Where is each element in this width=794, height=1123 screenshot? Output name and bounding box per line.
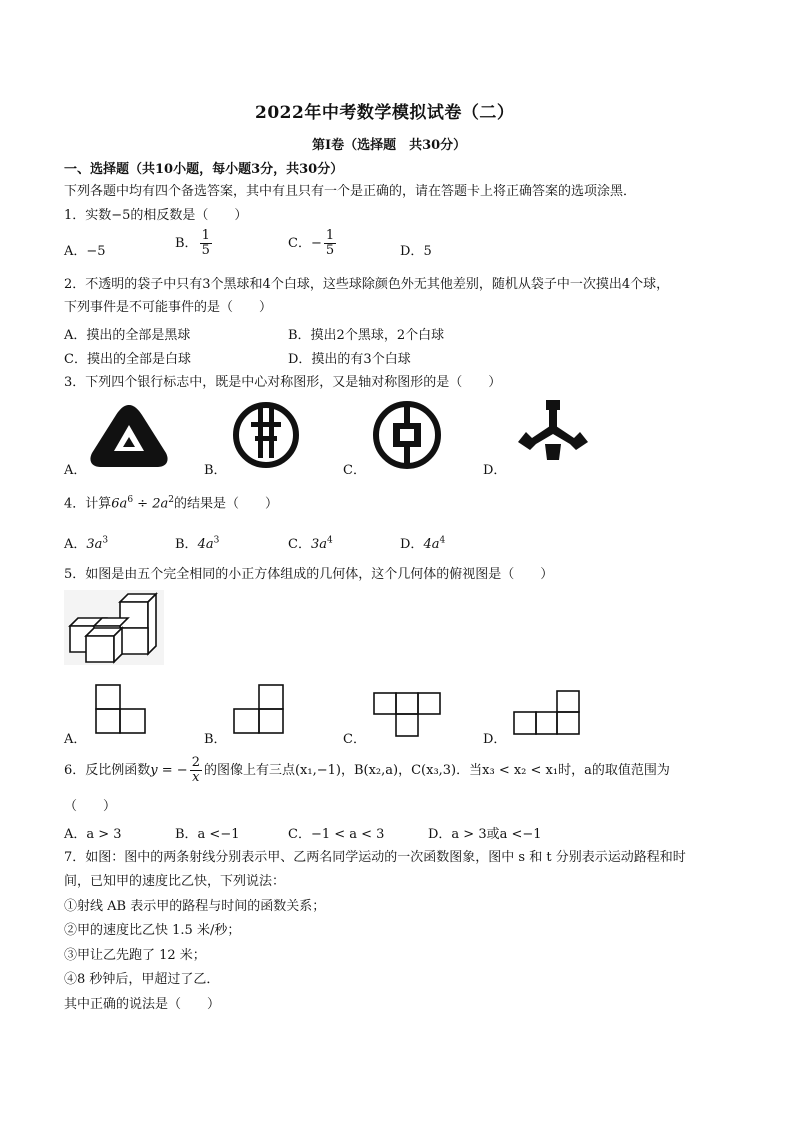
option-term: 3a <box>310 537 327 552</box>
question-2-option-a[interactable]: A．摸出的全部是黑球 <box>64 328 191 343</box>
point-a: (x₁,−1) <box>294 763 341 778</box>
option-term: 3a <box>86 537 103 552</box>
question-4-option-a[interactable] <box>64 533 108 552</box>
question-2-stem-line1: 2．不透明的袋子中只有3个黑球和4个白球，这些球除颜色外无其他差别，随机从袋子中一次摸出4个球， <box>64 277 670 292</box>
question-1-option-a[interactable] <box>64 240 106 259</box>
option-label: A． <box>64 244 87 259</box>
question-7-statement-2: ②甲的速度比乙快 1.5 米/秒； <box>64 923 241 938</box>
bank-logo-a-icon <box>88 403 170 469</box>
question-6-stem <box>64 756 670 785</box>
top-view-option-a <box>95 684 147 734</box>
stem-prefix: 6．反比例函数 <box>64 763 151 778</box>
operator: ÷ <box>133 496 153 512</box>
question-2-option-c[interactable]: C．摸出的全部是白球 <box>64 352 191 367</box>
option-value: −5 <box>86 244 106 259</box>
question-4-option-d[interactable] <box>400 533 445 552</box>
question-7-statement-1: ①射线 AB 表示甲的路程与时间的函数关系； <box>64 899 326 914</box>
question-5-option-d[interactable]: D． <box>483 732 507 747</box>
question-6-option-a[interactable]: A．a > 3 <box>64 827 122 842</box>
question-7-line2: 间，已知甲的速度比乙快，下列说法： <box>64 874 286 889</box>
denominator: 5 <box>201 243 210 258</box>
question-2-option-b[interactable]: B．摸出2个黑球，2个白球 <box>288 328 445 343</box>
exponent: 6 <box>127 495 134 505</box>
question-1-option-c[interactable] <box>288 229 338 258</box>
option-label: D． <box>400 244 424 259</box>
stem-middle: 的图像上有三点 <box>203 763 295 778</box>
bank-logo-d-icon <box>512 398 594 466</box>
question-5-option-c[interactable]: C． <box>343 732 366 747</box>
expression-term: 6a <box>111 496 128 512</box>
bank-logo-c-icon <box>371 399 443 471</box>
question-7-ask: 其中正确的说法是（ ） <box>64 997 221 1012</box>
question-5-stem: 5．如图是由五个完全相同的小正方体组成的几何体，这个几何体的俯视图是（ ） <box>64 567 554 582</box>
point-b: ，B(x₂,a) <box>340 763 399 778</box>
point-c: ，C(x₃,3) <box>398 763 457 778</box>
function-fraction <box>190 756 202 785</box>
top-view-option-b <box>233 684 285 734</box>
numerator: 1 <box>201 228 210 243</box>
question-2-option-d[interactable]: D．摸出的有3个白球 <box>288 352 411 367</box>
stem-suffix: ．当x₃ < x₂ < x₁时，a的取值范围为 <box>456 763 670 778</box>
question-4-option-b[interactable] <box>175 533 219 552</box>
denominator: x <box>192 770 200 785</box>
section-instruction: 下列各题中均有四个备选答案，其中有且只有一个是正确的，请在答题卡上将正确答案的选项涂黑． <box>64 184 637 199</box>
question-4-stem <box>64 491 278 513</box>
question-3-option-a[interactable]: A． <box>64 463 87 478</box>
question-5-option-b[interactable]: B． <box>204 732 227 747</box>
stem-suffix: 的结果是（ ） <box>173 496 278 512</box>
option-label: D． <box>400 537 424 552</box>
exponent: 3 <box>102 535 109 546</box>
question-1-option-b[interactable] <box>175 229 214 258</box>
question-3-stem: 3．下列四个银行标志中，既是中心对称图形，又是轴对称图形的是（ ） <box>64 375 502 390</box>
option-label: A． <box>64 537 87 552</box>
fraction <box>200 229 212 258</box>
exponent: 2 <box>168 495 174 505</box>
question-6-option-d[interactable]: D．a > 3或a <−1 <box>428 827 542 842</box>
bank-logo-b-icon <box>231 400 301 470</box>
option-value: 5 <box>423 244 432 259</box>
option-term: 4a <box>197 537 214 552</box>
question-3-option-d[interactable]: D． <box>483 463 507 478</box>
question-6-option-c[interactable]: C．−1 < a < 3 <box>288 827 385 842</box>
section-heading: 一、选择题（共10小题，每小题3分，共30分） <box>64 162 344 177</box>
question-4-option-c[interactable] <box>288 533 333 552</box>
top-view-option-d <box>513 690 581 736</box>
question-1-option-d[interactable] <box>400 240 432 259</box>
option-label: C． <box>288 236 311 251</box>
page-title: 2022年中考数学模拟试卷（二） <box>255 103 515 123</box>
numerator: 2 <box>191 755 200 770</box>
option-label: B． <box>175 236 198 251</box>
cube-solid-figure <box>64 590 164 665</box>
option-label: B． <box>175 537 198 552</box>
option-label: C． <box>288 537 311 552</box>
page-subtitle: 第Ⅰ卷（选择题 共30分） <box>312 138 467 153</box>
question-3-option-b[interactable]: B． <box>204 463 227 478</box>
question-1-stem: 1．实数−5的相反数是（ ） <box>64 208 248 223</box>
function-lhs: y = − <box>150 763 188 778</box>
exponent: 4 <box>439 535 446 546</box>
stem-prefix: 4．计算 <box>64 496 112 512</box>
expression-term: 2a <box>152 496 169 512</box>
question-7-statement-3: ③甲让乙先跑了 12 米； <box>64 948 206 963</box>
question-3-option-c[interactable]: C． <box>343 463 366 478</box>
question-7-line1: 7．如图：图中的两条射线分别表示甲、乙两名同学运动的一次函数图象，图中 s 和 t 分别表示运动路程和时 <box>64 850 686 865</box>
question-2-stem-line2: 下列事件是不可能事件的是（ ） <box>64 300 273 315</box>
sign: − <box>310 236 322 251</box>
numerator: 1 <box>325 228 335 243</box>
exponent: 3 <box>213 535 220 546</box>
question-5-option-a[interactable]: A． <box>64 732 87 747</box>
denominator: 5 <box>325 243 335 258</box>
option-term: 4a <box>423 537 440 552</box>
top-view-option-c <box>373 692 441 738</box>
fraction <box>324 229 336 258</box>
question-6-option-b[interactable]: B．a <−1 <box>175 827 240 842</box>
exponent: 4 <box>326 535 333 546</box>
question-6-blank: （ ） <box>64 799 117 814</box>
question-7-statement-4: ④8 秒钟后，甲超过了乙． <box>64 972 220 987</box>
